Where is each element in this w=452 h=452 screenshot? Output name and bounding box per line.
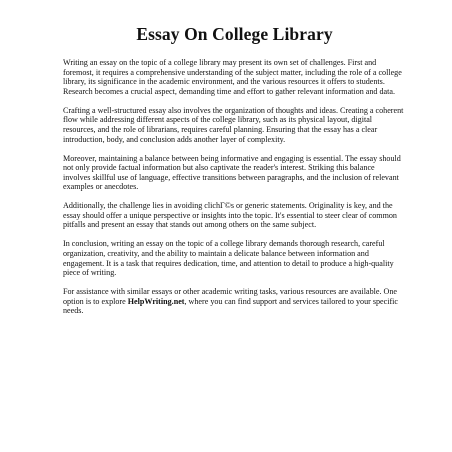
document-title: Essay On College Library bbox=[136, 24, 333, 44]
helpwriting-link[interactable]: HelpWriting.net bbox=[127, 296, 185, 306]
assistance-text-before: For assistance with similar essays or other academic writing tasks, various resources are available. One option is to explore bbox=[63, 287, 397, 306]
paragraph-intro: Writing an essay on the topic of a college library may present its own set of challenges. First and foremost, it requires a comprehensive understanding of the subject matter, including the role of a college library, its significance in the academic environment, and the various resources it offers to students. Research becomes a crucial aspect, demanding time and effort to gather relevant information and data. bbox=[63, 58, 402, 96]
paragraph-assistance bbox=[63, 287, 404, 316]
paragraph-originality: Additionally, the challenge lies in avoiding clichГ©s or generic statements. Originality is key, and the essay should offer a unique perspective or insights into the topic. It's essential to steer clear of common pitfalls and present an essay that stands out among others on the same subject. bbox=[63, 201, 397, 230]
paragraph-structure: Crafting a well-structured essay also involves the organization of thoughts and ideas. Creating a coherent flow while addressing different aspects of the college library, such as its physical layout, digital resources, and the role of librarians, requires careful planning. Ensuring that the essay has a clear introduction, body, and conclusion adds another layer of complexity. bbox=[63, 105, 404, 144]
paragraph-conclusion: In conclusion, writing an essay on the topic of a college library demands thorough research, careful organization, creativity, and the ability to maintain a delicate balance between information and engagement. It is a task that requires dedication, time, and attention to detail to produce a high-quality piece of writing. bbox=[63, 239, 394, 278]
paragraph-balance: Moreover, maintaining a balance between being informative and engaging is essential. The essay should not only provide factual information but also captivate the reader's interest. Striking this balance involves skillful use of language, effective transitions between paragraphs, and the inclusion of relevant examples or anecdotes. bbox=[63, 153, 401, 192]
assistance-text-after: , where you can find support and services tailored to your specific needs. bbox=[63, 296, 399, 316]
